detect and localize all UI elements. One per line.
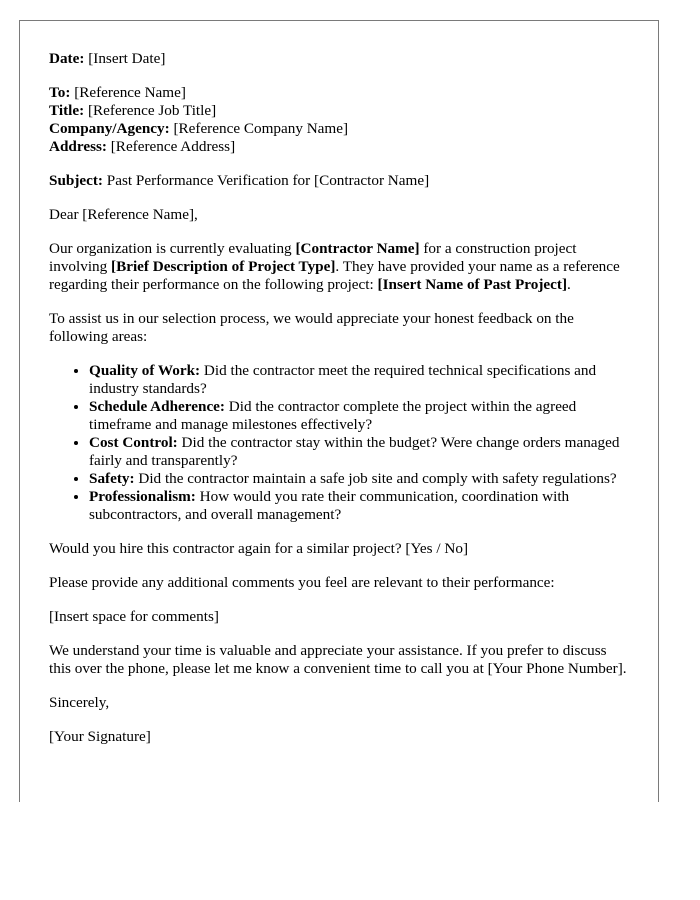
area-text: Did the contractor maintain a safe job site and comply with safety regulations? — [138, 470, 617, 487]
intro-text-1: Our organization is currently evaluating — [49, 240, 292, 257]
recipient-address-label: Address: — [49, 138, 107, 155]
recipient-company-label: Company/Agency: — [49, 120, 170, 137]
area-label: Cost Control: — [89, 434, 178, 451]
list-item — [89, 398, 631, 434]
recipient-block — [49, 84, 631, 156]
salutation: Dear [Reference Name], — [49, 206, 198, 223]
letter-page — [19, 20, 659, 802]
closing-paragraph: We understand your time is valuable and appreciate your assistance. If you prefer to discuss this over the phone, please let me know a convenient time to call you at [Your Phone Number]. — [49, 642, 627, 677]
list-item — [89, 362, 631, 398]
intro-contractor-name: [Contractor Name] — [295, 240, 420, 257]
recipient-title-line — [49, 102, 631, 120]
comments-placeholder: [Insert space for comments] — [49, 608, 219, 625]
signature: [Your Signature] — [49, 728, 151, 745]
list-item — [89, 488, 631, 524]
list-item — [89, 470, 631, 488]
area-label: Safety: — [89, 470, 135, 487]
area-text: Did the contractor stay within the budget? Were change orders managed fairly and transparently? — [89, 434, 620, 469]
area-text: Did the contractor meet the required technical specifications and industry standards? — [89, 362, 597, 397]
letter-body — [49, 50, 631, 762]
subject-line — [49, 172, 631, 190]
date-value: [Insert Date] — [88, 50, 166, 67]
recipient-to-value: [Reference Name] — [74, 84, 186, 101]
date-line — [49, 50, 631, 68]
subject-label: Subject: — [49, 172, 103, 189]
recipient-title-value: [Reference Job Title] — [87, 102, 217, 119]
intro-project-type: [Brief Description of Project Type] — [111, 258, 336, 275]
request-paragraph: To assist us in our selection process, we would appreciate your honest feedback on the following areas: — [49, 310, 574, 345]
area-text: How would you rate their communication, coordination with subcontractors, and overall management? — [89, 488, 570, 523]
list-item — [89, 434, 631, 470]
comments-prompt: Please provide any additional comments you feel are relevant to their performance: — [49, 574, 555, 591]
area-label: Professionalism: — [89, 488, 196, 505]
recipient-to-label: To: — [49, 84, 71, 101]
intro-text-3: . They have provided your name as a reference regarding their performance on the following project: — [49, 258, 620, 293]
rehire-question: Would you hire this contractor again for a similar project? [Yes / No] — [49, 540, 468, 557]
recipient-company-value: [Reference Company Name] — [173, 120, 349, 137]
intro-text-4: . — [567, 276, 571, 293]
date-label: Date: — [49, 50, 85, 67]
intro-past-project: [Insert Name of Past Project] — [377, 276, 568, 293]
signoff: Sincerely, — [49, 694, 110, 711]
area-label: Quality of Work: — [89, 362, 201, 379]
recipient-to-line — [49, 84, 631, 102]
recipient-title-label: Title: — [49, 102, 85, 119]
feedback-areas-list — [49, 362, 631, 524]
subject-value: Past Performance Verification for [Contractor Name] — [106, 172, 430, 189]
area-label: Schedule Adherence: — [89, 398, 225, 415]
intro-paragraph — [49, 240, 631, 294]
recipient-company-line — [49, 120, 631, 138]
intro-text-2: for a construction project involving — [49, 240, 577, 275]
area-text: Did the contractor complete the project within the agreed timeframe and manage milestones effectively? — [89, 398, 577, 433]
recipient-address-value: [Reference Address] — [110, 138, 236, 155]
recipient-address-line — [49, 138, 631, 156]
